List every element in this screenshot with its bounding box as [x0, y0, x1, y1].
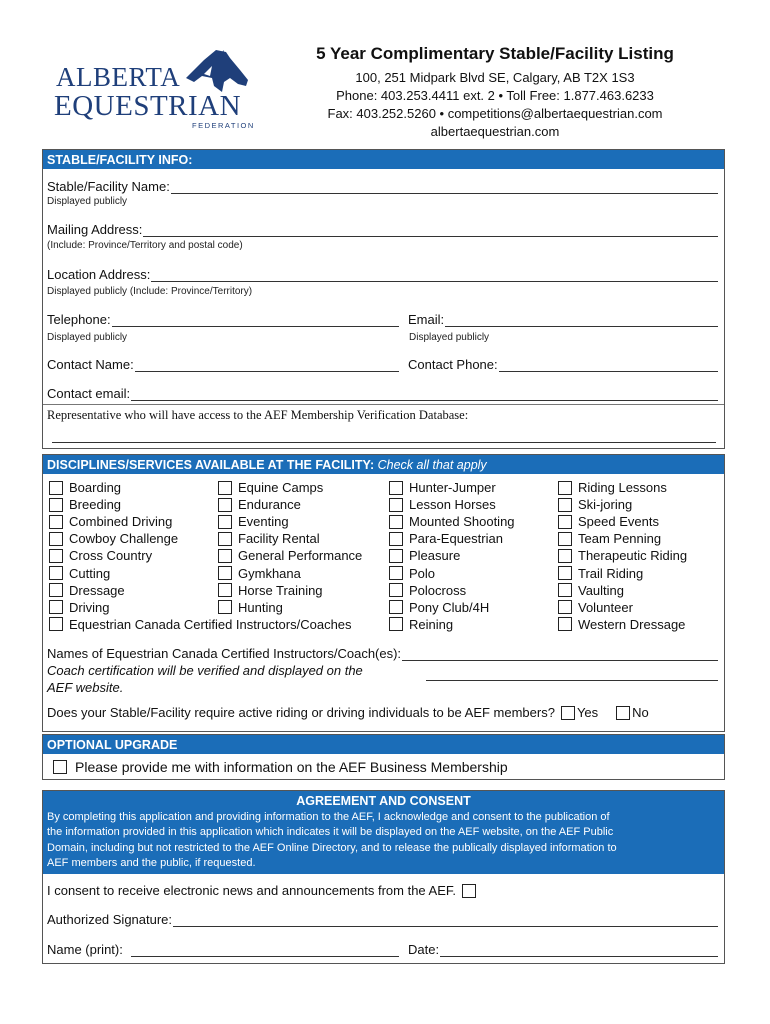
option-label: Polocross — [409, 582, 467, 598]
option-label: Para-Equestrian — [409, 531, 503, 547]
logo-text-alberta: ALBERTA — [56, 62, 181, 92]
coaches-line[interactable] — [402, 647, 718, 661]
checkbox[interactable] — [389, 549, 403, 563]
option-pleasure[interactable] — [389, 547, 515, 564]
option-certified-coaches[interactable] — [49, 616, 352, 633]
checkbox[interactable] — [49, 617, 63, 631]
coaches-line-2[interactable] — [426, 680, 718, 681]
checkbox[interactable] — [558, 600, 572, 614]
option-team-penning[interactable] — [558, 530, 687, 547]
upgrade-option[interactable] — [53, 759, 508, 775]
address-line: 100, 251 Midpark Blvd SE, Calgary, AB T2X 1S3 — [355, 70, 635, 85]
contact-phone-label: Contact Phone: — [408, 357, 498, 372]
agreement-panel — [43, 791, 724, 874]
checkbox[interactable] — [558, 549, 572, 563]
option-trail-riding[interactable] — [558, 564, 687, 581]
upgrade-section-title: OPTIONAL UPGRADE — [43, 735, 724, 754]
option-label: Facility Rental — [238, 531, 320, 547]
contact-phone-line[interactable] — [499, 358, 718, 372]
option-hunter-jumper[interactable] — [389, 479, 515, 496]
disciplines-section-title — [43, 455, 724, 474]
checkbox[interactable] — [558, 583, 572, 597]
telephone-line[interactable] — [112, 313, 399, 327]
checkbox[interactable] — [49, 532, 63, 546]
news-consent-checkbox[interactable] — [462, 884, 476, 898]
checkbox[interactable] — [558, 617, 572, 631]
option-label: Polo — [409, 565, 436, 581]
checkbox[interactable] — [389, 600, 403, 614]
checkbox[interactable] — [49, 566, 63, 580]
option-label: Breeding — [69, 497, 122, 513]
signature-line[interactable] — [173, 913, 718, 927]
checkbox[interactable] — [389, 532, 403, 546]
agreement-line-1: By completing this application and providing information to the AEF, I acknowledge and consent to the publication of — [47, 810, 610, 823]
option-vaulting[interactable] — [558, 582, 687, 599]
document-header — [290, 44, 700, 141]
agreement-title: AGREEMENT AND CONSENT — [296, 794, 471, 808]
print-name-field[interactable] — [47, 942, 399, 957]
option-label: Lesson Horses — [409, 497, 496, 513]
checkbox[interactable] — [49, 481, 63, 495]
option-label: Endurance — [238, 497, 301, 513]
print-name-label: Name (print): — [47, 942, 123, 957]
option-label: General Performance — [238, 548, 363, 564]
location-address-note: Displayed publicly (Include: Province/Territory) — [47, 286, 253, 297]
checkbox[interactable] — [389, 566, 403, 580]
option-ski-joring[interactable] — [558, 496, 687, 513]
yes-checkbox[interactable] — [561, 706, 575, 720]
location-address-label: Location Address: — [47, 267, 151, 282]
email-line[interactable] — [445, 313, 718, 327]
facility-name-line[interactable] — [171, 180, 718, 194]
members-question: Does your Stable/Facility require active riding or driving individuals to be AEF members? — [47, 705, 555, 720]
option-riding-lessons[interactable] — [558, 479, 687, 496]
agreement-line-2: the information provided in this application which indicates it will be displayed on the AEF website, on the AEF Public — [47, 826, 614, 838]
option-label: Trail Riding — [578, 565, 644, 581]
mailing-address-line[interactable] — [143, 223, 718, 237]
news-consent-row[interactable] — [47, 883, 476, 898]
logo-text-federation: FEDERATION — [192, 121, 255, 130]
mailing-address-field[interactable] — [47, 222, 718, 237]
checkbox[interactable] — [218, 566, 232, 580]
option-general-performance[interactable] — [218, 547, 362, 564]
upgrade-section — [42, 734, 725, 780]
print-name-line[interactable] — [131, 943, 399, 957]
option-label: Pony Club/4H — [409, 599, 490, 615]
option-equine-camps[interactable] — [218, 479, 362, 496]
option-label: Gymkhana — [238, 565, 301, 581]
checkbox[interactable] — [389, 498, 403, 512]
option-polocross[interactable] — [389, 582, 515, 599]
fax-email-line: Fax: 403.252.5260 • competitions@albertaequestrian.com — [327, 106, 663, 121]
option-label: Volunteer — [578, 599, 633, 615]
contact-email-label: Contact email: — [47, 386, 131, 401]
option-horse-training[interactable] — [218, 582, 362, 599]
email-field[interactable] — [408, 312, 718, 327]
option-lesson-horses[interactable] — [389, 496, 515, 513]
contact-email-field[interactable] — [47, 386, 718, 401]
option-label: Equine Camps — [238, 480, 324, 496]
option-speed-events[interactable] — [558, 513, 687, 530]
option-facility-rental[interactable] — [218, 530, 362, 547]
coaches-note-1: Coach certification will be verified and displayed on the — [47, 663, 363, 678]
checkbox[interactable] — [558, 532, 572, 546]
coaches-field[interactable] — [47, 646, 718, 661]
checkbox[interactable] — [218, 583, 232, 597]
phone-line: Phone: 403.253.4411 ext. 2 • Toll Free: 1.877.463.6233 — [336, 88, 654, 103]
option-label: Driving — [69, 599, 110, 615]
option-label: Boarding — [69, 480, 122, 496]
option-eventing[interactable] — [218, 513, 362, 530]
option-label: Eventing — [238, 514, 289, 530]
aef-logo — [54, 48, 254, 134]
no-checkbox[interactable] — [616, 706, 630, 720]
contact-phone-field[interactable] — [408, 357, 718, 372]
section-divider — [43, 404, 724, 405]
option-label: Hunter-Jumper — [409, 480, 496, 496]
checkbox[interactable] — [389, 583, 403, 597]
upgrade-option-label: Please provide me with information on the AEF Business Membership — [75, 759, 508, 775]
checkbox[interactable] — [49, 498, 63, 512]
option-label: Mounted Shooting — [409, 514, 515, 530]
disciplines-title-text: DISCIPLINES/SERVICES AVAILABLE AT THE FACILITY: — [47, 458, 375, 472]
option-gymkhana[interactable] — [218, 564, 362, 581]
disciplines-grid — [49, 479, 724, 639]
telephone-field[interactable] — [47, 312, 399, 327]
members-question-row — [47, 705, 649, 720]
option-pony-club[interactable] — [389, 599, 515, 616]
upgrade-checkbox[interactable] — [53, 760, 67, 774]
document-title: 5 Year Complimentary Stable/Facility Listing — [316, 44, 674, 63]
contact-name-field[interactable] — [47, 357, 399, 372]
agreement-line-4: AEF members and the public, if requested. — [47, 857, 256, 869]
option-para-equestrian[interactable] — [389, 530, 515, 547]
date-label: Date: — [408, 942, 440, 957]
option-hunting[interactable] — [218, 599, 362, 616]
option-label: Speed Events — [578, 514, 659, 530]
representative-line[interactable] — [52, 442, 716, 443]
representative-label: Representative who will have access to the AEF Membership Verification Database: — [47, 408, 469, 422]
no-label: No — [632, 705, 649, 720]
option-label: Western Dressage — [578, 616, 686, 632]
checkbox[interactable] — [49, 549, 63, 563]
agreement-section — [42, 790, 725, 964]
info-section — [42, 149, 725, 449]
option-label: Therapeutic Riding — [578, 548, 688, 564]
option-label: Cowboy Challenge — [69, 531, 179, 547]
checkbox[interactable] — [558, 498, 572, 512]
option-volunteer[interactable] — [558, 599, 687, 616]
checkbox[interactable] — [389, 515, 403, 529]
mailing-address-note: (Include: Province/Territory and postal code) — [47, 240, 243, 251]
news-consent-label: I consent to receive electronic news and announcements from the AEF. — [47, 883, 457, 898]
checkbox[interactable] — [218, 515, 232, 529]
coaches-label: Names of Equestrian Canada Certified Instructors/Coach(es): — [47, 646, 402, 661]
option-label: Team Penning — [578, 531, 662, 547]
telephone-label: Telephone: — [47, 312, 111, 327]
checkbox[interactable] — [218, 549, 232, 563]
checkbox[interactable] — [558, 515, 572, 529]
email-label: Email: — [408, 312, 445, 327]
disciplines-column-4 — [558, 479, 687, 633]
checkbox[interactable] — [389, 481, 403, 495]
checkbox[interactable] — [218, 498, 232, 512]
yes-label: Yes — [576, 705, 599, 720]
facility-name-label: Stable/Facility Name: — [47, 179, 170, 194]
option-mounted-shooting[interactable] — [389, 513, 515, 530]
disciplines-column-2 — [218, 479, 362, 616]
signature-field[interactable] — [47, 912, 718, 927]
contact-name-label: Contact Name: — [47, 357, 134, 372]
date-field[interactable] — [408, 942, 718, 957]
option-reining[interactable] — [389, 616, 515, 633]
agreement-line-3: Domain, including but not restricted to the AEF Online Directory, and to release the publically displayed information to — [47, 841, 617, 854]
contact-name-line[interactable] — [135, 358, 399, 372]
facility-name-note: Displayed publicly — [47, 196, 128, 207]
option-therapeutic-riding[interactable] — [558, 547, 687, 564]
option-label: Reining — [409, 616, 454, 632]
option-label: Vaulting — [578, 582, 625, 598]
website-line: albertaequestrian.com — [430, 124, 560, 139]
option-label: Equestrian Canada Certified Instructors/Coaches — [69, 616, 352, 632]
telephone-note: Displayed publicly — [47, 332, 128, 343]
disciplines-section — [42, 454, 725, 732]
checkbox[interactable] — [49, 600, 63, 614]
option-label: Cross Country — [69, 548, 153, 564]
option-label: Dressage — [69, 582, 125, 598]
checkbox[interactable] — [218, 600, 232, 614]
contact-email-line[interactable] — [131, 387, 718, 401]
option-label: Pleasure — [409, 548, 461, 564]
email-note: Displayed publicly — [409, 332, 490, 343]
option-label: Hunting — [238, 599, 283, 615]
option-endurance[interactable] — [218, 496, 362, 513]
checkbox[interactable] — [218, 532, 232, 546]
checkbox[interactable] — [389, 617, 403, 631]
disciplines-subtitle: Check all that apply — [377, 458, 487, 472]
option-polo[interactable] — [389, 564, 515, 581]
facility-name-field[interactable] — [47, 179, 718, 194]
logo-text-equestrian: EQUESTRIAN — [54, 90, 242, 122]
option-label: Ski-joring — [578, 497, 633, 513]
signature-label: Authorized Signature: — [47, 912, 173, 927]
location-address-line[interactable] — [151, 268, 718, 282]
option-label: Horse Training — [238, 582, 323, 598]
option-label: Combined Driving — [69, 514, 173, 530]
checkbox[interactable] — [558, 566, 572, 580]
info-section-title: STABLE/FACILITY INFO: — [43, 150, 724, 169]
coaches-note-2: AEF website. — [47, 680, 124, 695]
location-address-field[interactable] — [47, 267, 718, 282]
mailing-address-label: Mailing Address: — [47, 222, 143, 237]
option-label: Cutting — [69, 565, 111, 581]
checkbox[interactable] — [558, 481, 572, 495]
checkbox[interactable] — [218, 481, 232, 495]
disciplines-column-3 — [389, 479, 515, 633]
date-line[interactable] — [440, 943, 718, 957]
checkbox[interactable] — [49, 515, 63, 529]
checkbox[interactable] — [49, 583, 63, 597]
option-western-dressage[interactable] — [558, 616, 687, 633]
option-label: Riding Lessons — [578, 480, 667, 496]
